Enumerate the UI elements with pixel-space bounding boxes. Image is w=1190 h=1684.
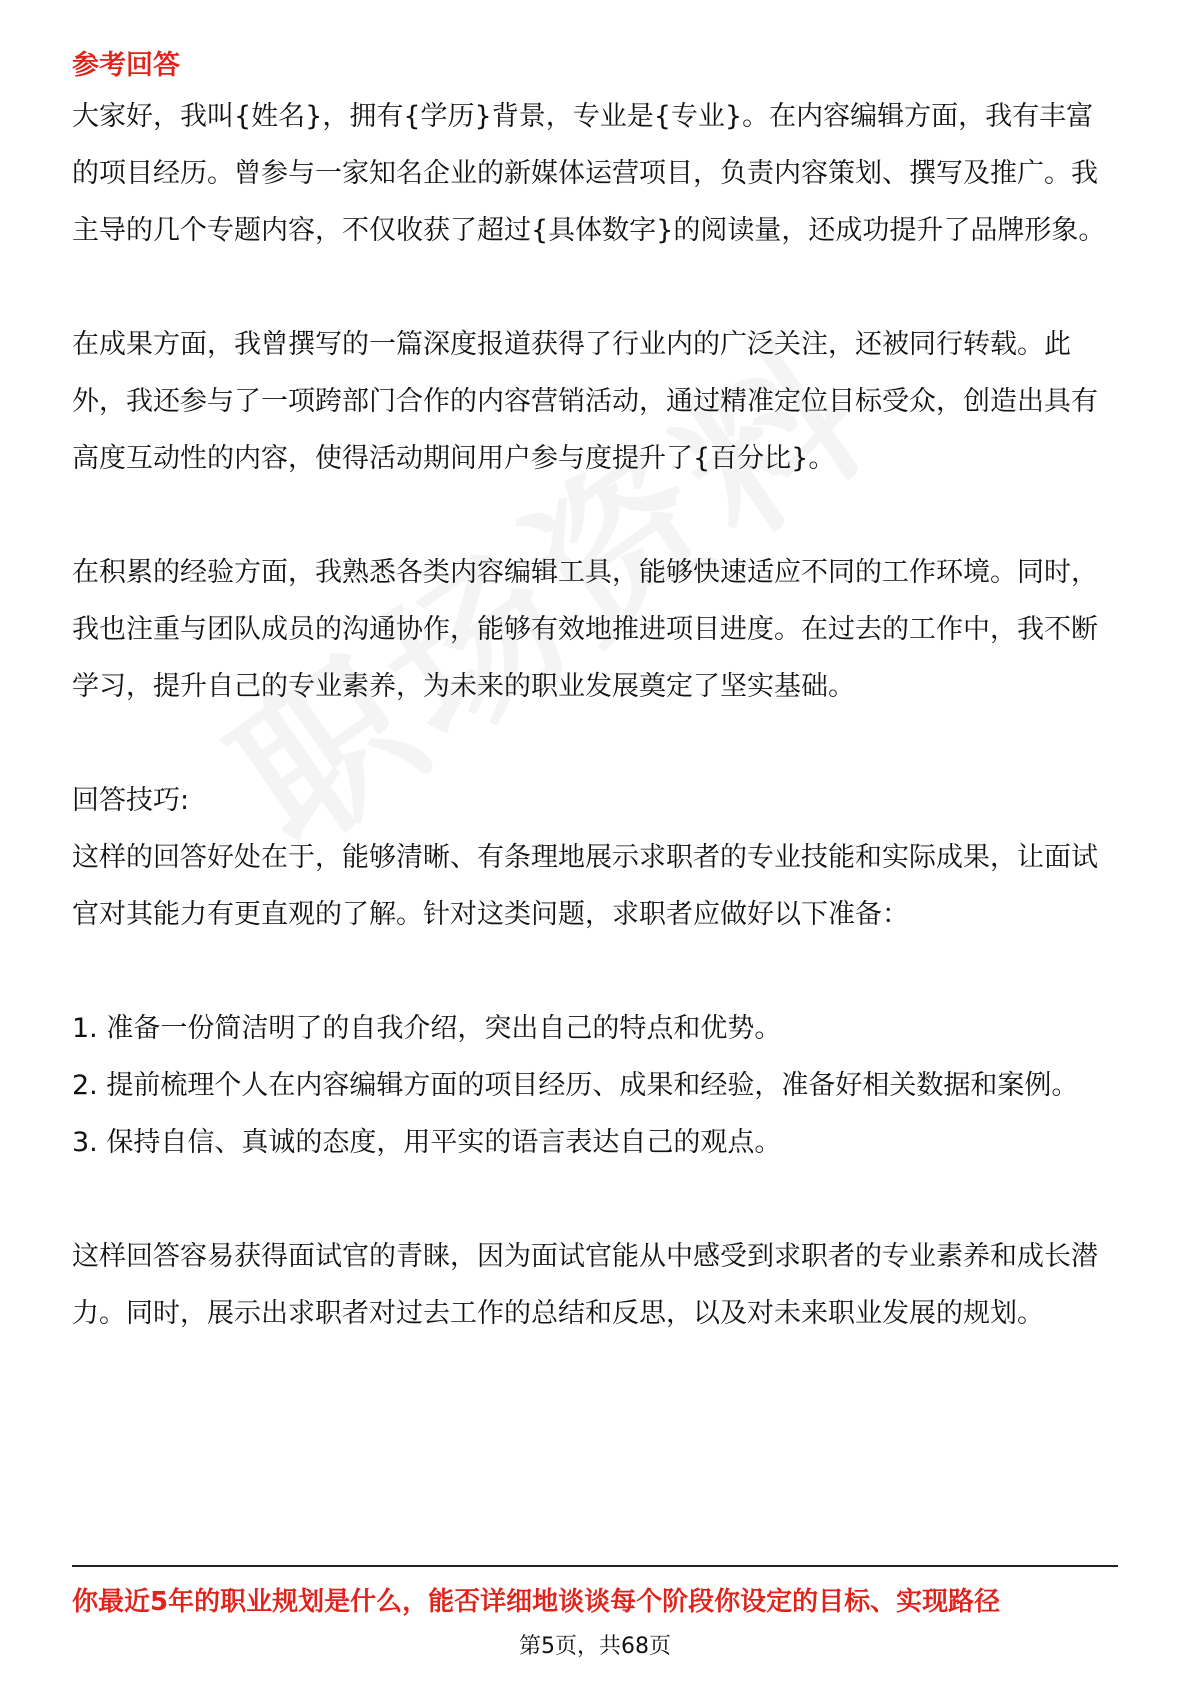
section-title: 参考回答 (72, 50, 180, 81)
paragraph-spacer (72, 487, 1118, 544)
next-question-title: 你最近5年的职业规划是什么，能否详细地谈谈每个阶段你设定的目标、实现路径 (72, 1587, 1001, 1617)
tips-list-item: 2. 提前梳理个人在内容编辑方面的项目经历、成果和经验，准备好相关数据和案例。 (72, 1070, 1079, 1101)
tips-list-item: 3. 保持自信、真诚的态度，用平实的语言表达自己的观点。 (72, 1127, 782, 1158)
page-number: 第5页，共68页 (519, 1634, 671, 1659)
paragraph-spacer (72, 259, 1118, 316)
page-content (72, 46, 1118, 1342)
tips-list-item: 1. 准备一份简洁明了的自我介绍，突出自己的特点和优势。 (72, 1013, 782, 1044)
tips-heading: 回答技巧: (72, 785, 190, 816)
answer-paragraph-1: 大家好，我叫{姓名}，拥有{学历}背景，专业是{专业}。在内容编辑方面，我有丰富的项目经历。曾参与一家知名企业的新媒体运营项目，负责内容策划、撰写及推广。我主导的几个专题内容，不仅收获了超过{具体数字}的阅读量，还成功提升了品牌形象。 (72, 101, 1106, 246)
paragraph-spacer (72, 1171, 1118, 1228)
paragraph-spacer (72, 943, 1118, 1000)
answer-paragraph-2: 在成果方面，我曾撰写的一篇深度报道获得了行业内的广泛关注，还被同行转载。此外，我还参与了一项跨部门合作的内容营销活动，通过精准定位目标受众，创造出具有高度互动性的内容，使得活动期间用户参与度提升了{百分比}。 (72, 329, 1098, 474)
paragraph-spacer (72, 715, 1118, 772)
section-divider (72, 1565, 1118, 1567)
tips-intro: 这样的回答好处在于，能够清晰、有条理地展示求职者的专业技能和实际成果，让面试官对其能力有更直观的了解。针对这类问题，求职者应做好以下准备： (72, 842, 1098, 930)
answer-paragraph-3: 在积累的经验方面，我熟悉各类内容编辑工具，能够快速适应不同的工作环境。同时，我也注重与团队成员的沟通协作，能够有效地推进项目进度。在过去的工作中，我不断学习，提升自己的专业素养，为未来的职业发展奠定了坚实基础。 (72, 557, 1098, 702)
tips-conclusion: 这样回答容易获得面试官的青睐，因为面试官能从中感受到求职者的专业素养和成长潜力。同时，展示出求职者对过去工作的总结和反思，以及对未来职业发展的规划。 (72, 1241, 1098, 1329)
